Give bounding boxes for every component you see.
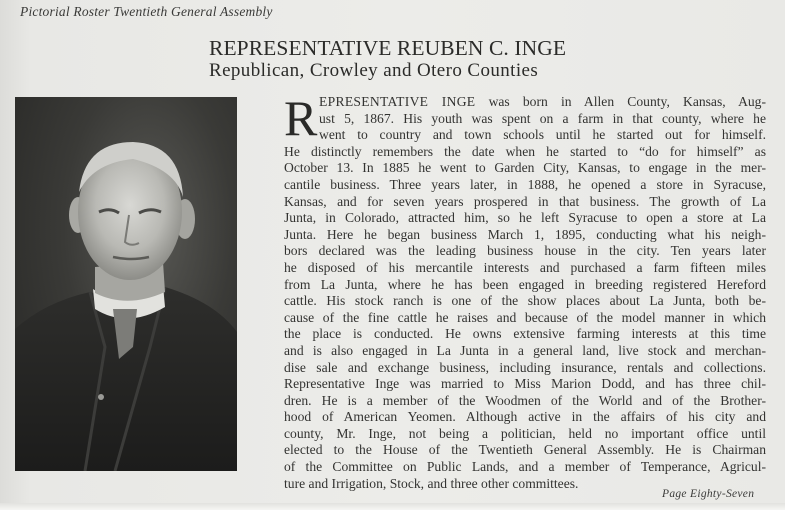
bio-line: from La Junta, where he has been engaged in breeding registered Hereford bbox=[284, 276, 766, 292]
drop-cap: R bbox=[284, 90, 318, 146]
bio-line: Junta. Here he began business March 1, 1895, conducting what his neigh- bbox=[284, 226, 766, 242]
portrait-photo bbox=[15, 97, 237, 471]
bio-line: cattle. His stock ranch is one of the show places about La Junta, both be- bbox=[284, 293, 766, 309]
bio-line: He distinctly remembers the date when he started to “do for himself” as bbox=[284, 143, 766, 159]
bio-line: dise sale and exchange business, including insurance, rentals and collections. bbox=[284, 359, 766, 375]
page-title: REPRESENTATIVE REUBEN C. INGE bbox=[209, 36, 567, 60]
bio-line: cause of the fine cattle he raises and because of the model manner in which bbox=[284, 309, 766, 325]
bio-line: cantile business. Three years later, in 1888, he opened a store in Syracuse, bbox=[284, 176, 766, 192]
bio-line: Kansas, and for seven years prospered in that business. The growth of La bbox=[284, 193, 766, 209]
bio-line: ture and Irrigation, Stock, and three other committees. bbox=[284, 475, 579, 491]
bio-line: Representative Inge was married to Miss Marion Dodd, and has three chil- bbox=[284, 376, 766, 392]
bio-line: the place is conducted. He owns extensive farming interests at this time bbox=[284, 326, 766, 342]
bio-line: ust 5, 1867. His youth was spent on a farm in that county, where he bbox=[319, 110, 766, 126]
bio-line: Junta, in Colorado, attracted him, so he left Syracuse to open a store at La bbox=[284, 210, 766, 226]
bio-line: dren. He is a member of the Woodmen of the World and of the Brother- bbox=[284, 392, 766, 408]
portrait-illustration bbox=[15, 97, 237, 471]
bio-line: hood of American Yeomen. Although active in the affairs of his city and bbox=[284, 409, 766, 425]
bio-lead-caps: EPRESENTATIVE INGE bbox=[319, 94, 476, 109]
page-subtitle: Republican, Crowley and Otero Counties bbox=[209, 60, 539, 81]
running-head: Pictorial Roster Twentieth General Assembly bbox=[20, 4, 273, 19]
page-number: Page Eighty-Seven bbox=[662, 488, 755, 500]
bio-line: elected to the House of the Twentieth General Assembly. He is Chairman bbox=[284, 442, 766, 458]
bio-line: he disposed of his mercantile interests and purchased a farm fifteen miles bbox=[284, 259, 766, 275]
bio-line: EPRESENTATIVE INGE was born in Allen County, Kansas, Aug- bbox=[319, 94, 767, 109]
bio-opening-lines bbox=[319, 94, 766, 144]
page-edge bbox=[0, 503, 785, 510]
bio-line: of the Committee on Public Lands, and a member of Temperance, Agricul- bbox=[284, 459, 766, 475]
bio-line: October 13. In 1885 he went to Garden City, Kansas, to engage in the mer- bbox=[284, 160, 766, 176]
bio-line: county, Mr. Inge, not being a politician, held no important office until bbox=[284, 425, 766, 441]
bio-body bbox=[284, 144, 766, 492]
bio-line: and is also engaged in La Junta in a general land, live stock and merchan- bbox=[284, 342, 766, 358]
bio-line: went to country and town schools until he started out for himself. bbox=[319, 127, 766, 143]
bio-line: bors declared was the leading business house in the city. Ten years later bbox=[284, 243, 766, 259]
